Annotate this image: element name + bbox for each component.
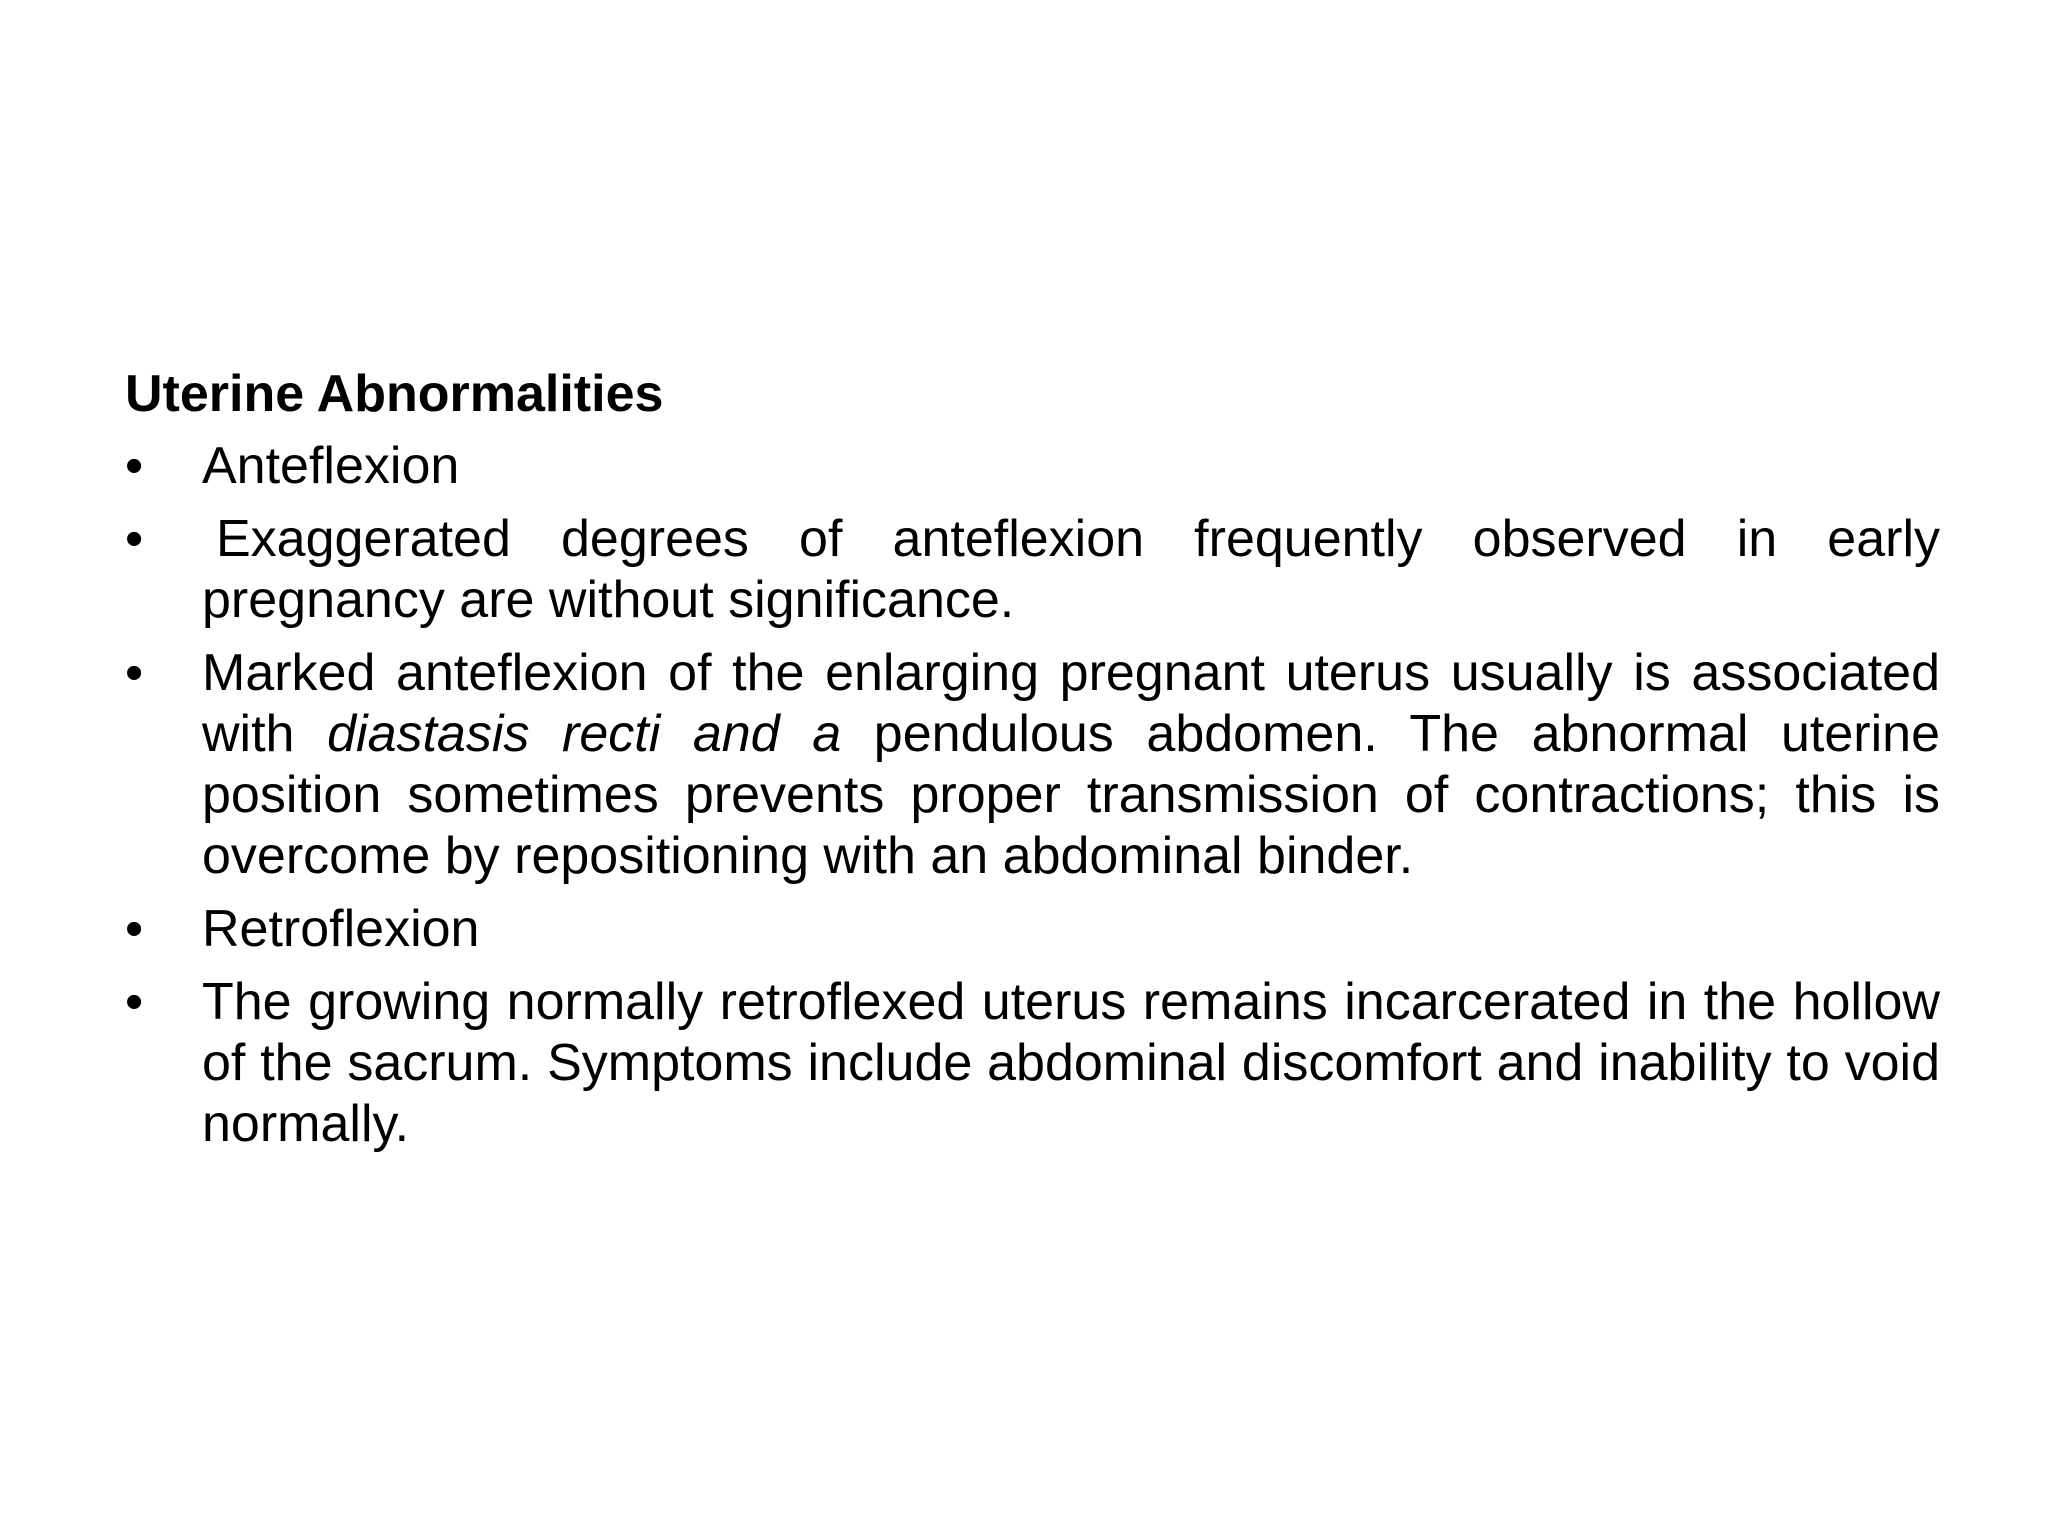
bullet-text: Retroflexion: [202, 900, 480, 958]
slide-heading: Uterine Abnormalities: [125, 365, 664, 423]
bullet-text: Exaggerated degrees of anteflexion frequently observed in early pregnancy are without significance.: [202, 510, 1940, 629]
bullet-text-part-1: Marked anteflexion of the enlarging pregnant uterus usually is associated with: [202, 644, 1940, 763]
bullet-item-anteflexion: [125, 436, 1940, 497]
bullet-text-italic: diastasis recti and a: [327, 705, 842, 763]
bullet-icon: •: [125, 644, 144, 702]
slide-content: [125, 362, 1940, 1167]
bullet-icon: •: [125, 973, 144, 1031]
bullet-icon: •: [125, 510, 144, 568]
bullet-text-part-2: pendulous abdomen. The abnormal uterine position sometimes prevents proper transmission of contractions; this is overcome by repositioning with an abdominal binder.: [202, 705, 1940, 885]
bullet-text: The growing normally retroflexed uterus remains incarcerated in the hollow of the sacrum. Symptoms include abdominal discomfort and inability to void normally.: [202, 973, 1940, 1153]
bullet-item-exaggerated-degrees: [125, 509, 1940, 631]
bullet-icon: •: [125, 900, 144, 958]
bullet-icon: •: [125, 437, 144, 495]
bullet-item-retroflexed-uterus: [125, 972, 1940, 1155]
bullet-item-marked-anteflexion: [125, 643, 1940, 887]
bullet-item-retroflexion: [125, 899, 1940, 960]
bullet-list: [125, 436, 1940, 1155]
bullet-text: Anteflexion: [202, 437, 460, 495]
